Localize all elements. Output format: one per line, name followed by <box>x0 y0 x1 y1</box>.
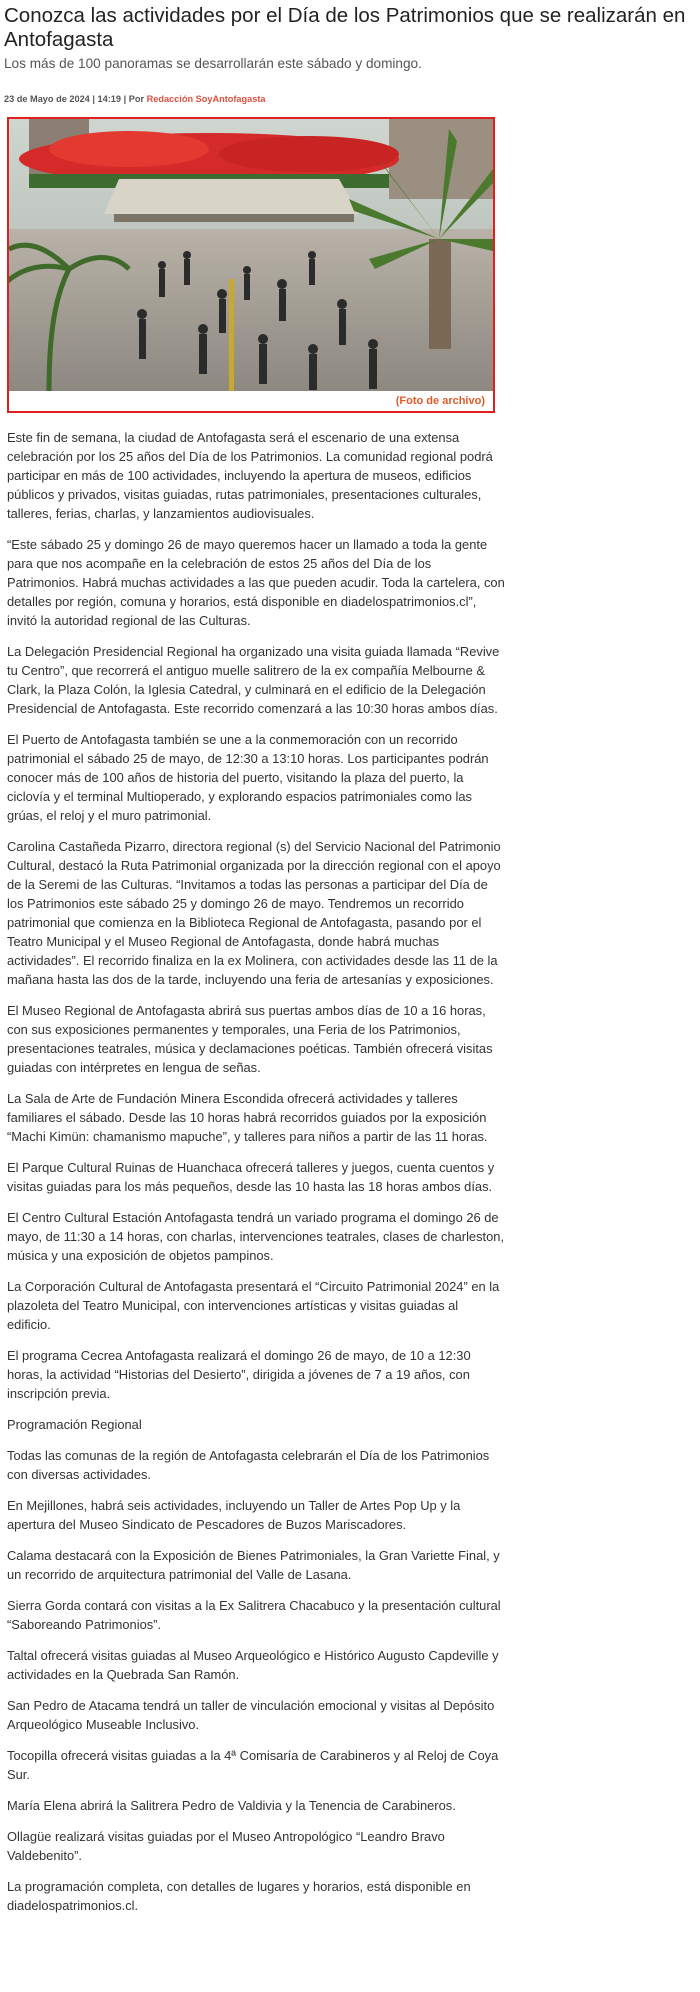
article-paragraph: La Delegación Presidencial Regional ha organizado una visita guiada llamada “Revive tu Centro”, que recorrerá el antiguo muelle salitrero de la ex compañía Melbourne & Clark, la Plaza Colón, la Iglesia Catedral, y culminará en el edificio de la Delegación Presidencial de Antofagasta. Este recorrido comenzará a las 10:30 horas ambos días. <box>7 644 500 716</box>
article-paragraph: Calama destacará con la Exposición de Bienes Patrimoniales, la Gran Variette Final, y un recorrido de arquitectura patrimonial del Valle de Lasana. <box>7 1548 500 1582</box>
article-paragraph: La Corporación Cultural de Antofagasta presentará el “Circuito Patrimonial 2024” en la plazoleta del Teatro Municipal, con intervenciones artísticas y visitas guiadas al edificio. <box>7 1279 500 1332</box>
article-paragraph: Este fin de semana, la ciudad de Antofagasta será el escenario de una extensa celebración por los 25 años del Día de los Patrimonios. La comunidad regional podrá participar en más de 100 actividades, incluyendo la apertura de museos, edificios públicos y privados, visitas guiadas, rutas patrimoniales, presentaciones culturales, talleres, ferias, charlas, y lanzamientos audiovisuales. <box>7 430 493 521</box>
article-paragraph: Taltal ofrecerá visitas guiadas al Museo Arqueológico e Histórico Augusto Capdeville y actividades en la Quebrada San Ramón. <box>7 1648 499 1682</box>
by-label: Por <box>128 94 145 104</box>
article-paragraph: Sierra Gorda contará con visitas a la Ex Salitrera Chacabuco y la presentación cultural “Saboreando Patrimonios”. <box>7 1598 501 1632</box>
article-paragraph: El Parque Cultural Ruinas de Huanchaca ofrecerá talleres y juegos, cuenta cuentos y visitas guiadas para los más pequeños, desde las 10 hasta las 18 horas ambos días. <box>7 1160 495 1194</box>
article-paragraph: San Pedro de Atacama tendrá un taller de vinculación emocional y visitas al Depósito Arqueológico Museable Inclusivo. <box>7 1698 495 1732</box>
author-link[interactable]: Redacción SoyAntofagasta <box>146 94 266 104</box>
article-paragraph: El Centro Cultural Estación Antofagasta tendrá un variado programa el domingo 26 de mayo, de 11:30 a 14 horas, con charlas, intervenciones teatrales, clases de charleston, música y una exposición de objetos pampinos. <box>7 1210 505 1263</box>
article-photo <box>9 119 493 391</box>
article-paragraph: En Mejillones, habrá seis actividades, incluyendo un Taller de Artes Pop Up y la apertura del Museo Sindicato de Pescadores de Buzos Mariscadores. <box>7 1498 461 1532</box>
image-caption: (Foto de archivo) <box>395 395 485 407</box>
meta-separator: | <box>92 94 95 104</box>
article-date: 23 de Mayo de 2024 <box>4 94 90 104</box>
article-paragraph: “Este sábado 25 y domingo 26 de mayo queremos hacer un llamado a toda la gente para que nos acompañe en la celebración de estos 25 años del Día de los Patrimonios. Habrá muchas actividades a las que pueden acudir. Toda la cartelera, con detalles por región, comuna y horarios, está disponible en diadelospatrimonios.cl”, invitó la autoridad regional de las Culturas. <box>7 537 505 628</box>
article-figure <box>7 117 495 413</box>
article-body <box>7 428 505 1927</box>
section-heading: Programación Regional <box>7 1417 142 1432</box>
article-paragraph: El Museo Regional de Antofagasta abrirá sus puertas ambos días de 10 a 16 horas, con sus exposiciones permanentes y temporales, una Feria de los Patrimonios, presentaciones teatrales, música y declamaciones poéticas. También ofrecerá visitas guiadas con intérpretes en lengua de señas. <box>7 1003 493 1075</box>
article-paragraph: El Puerto de Antofagasta también se une a la conmemoración con un recorrido patrimonial el sábado 25 de mayo, de 12:30 a 13:10 horas. Los participantes podrán conocer más de 100 años de historia del puerto, visitando la plaza del puerto, la ciclovía y el terminal Multioperado, y explorando espacios patrimoniales como las grúas, el reloj y el muro patrimonial. <box>7 732 489 823</box>
article-subtitle: Los más de 100 panoramas se desarrollarán este sábado y domingo. <box>4 56 422 71</box>
article-paragraph: María Elena abrirá la Salitrera Pedro de Valdivia y la Tenencia de Carabineros. <box>7 1798 456 1813</box>
article-paragraph: Ollagüe realizará visitas guiadas por el Museo Antropológico “Leandro Bravo Valdebenito”. <box>7 1829 445 1863</box>
article-paragraph: Carolina Castañeda Pizarro, directora regional (s) del Servicio Nacional del Patrimonio Cultural, destacó la Ruta Patrimonial organizada por la dirección regional con el apoyo de la Seremi de las Culturas. “Invitamos a todas las personas a participar del Día de los Patrimonios este sábado 25 y domingo 26 de mayo. Tendremos un recorrido patrimonial que comienza en la Biblioteca Regional de Antofagasta, pasando por el Teatro Municipal y el Museo Regional de Antofagasta, donde habrá muchas actividades”. El recorrido finaliza en la ex Molinera, con actividades desde las 11 de la mañana hasta las dos de la tarde, incluyendo una feria de artesanías y exposiciones. <box>7 839 501 987</box>
article-paragraph: Tocopilla ofrecerá visitas guiadas a la 4ª Comisaría de Carabineros y al Reloj de Coya Sur. <box>7 1748 499 1782</box>
article-paragraph: La Sala de Arte de Fundación Minera Escondida ofrecerá actividades y talleres familiares el sábado. Desde las 10 horas habrá recorridos guiados por la exposición “Machi Kimün: chamanismo mapuche”, y talleres para niños a partir de las 11 horas. <box>7 1091 488 1144</box>
meta-separator: | <box>123 94 127 104</box>
article-paragraph: La programación completa, con detalles de lugares y horarios, está disponible en diadelospatrimonios.cl. <box>7 1879 471 1913</box>
article-time: 14:19 <box>97 94 121 104</box>
article-paragraph: Todas las comunas de la región de Antofagasta celebrarán el Día de los Patrimonios con diversas actividades. <box>7 1448 490 1482</box>
article-meta <box>4 93 266 105</box>
article-headline: Conozca las actividades por el Día de los Patrimonios que se realizarán en Antofagasta <box>4 4 686 51</box>
article-paragraph: El programa Cecrea Antofagasta realizará el domingo 26 de mayo, de 10 a 12:30 horas, la actividad “Historias del Desierto”, dirigida a jóvenes de 7 a 19 años, con inscripción previa. <box>7 1348 471 1401</box>
